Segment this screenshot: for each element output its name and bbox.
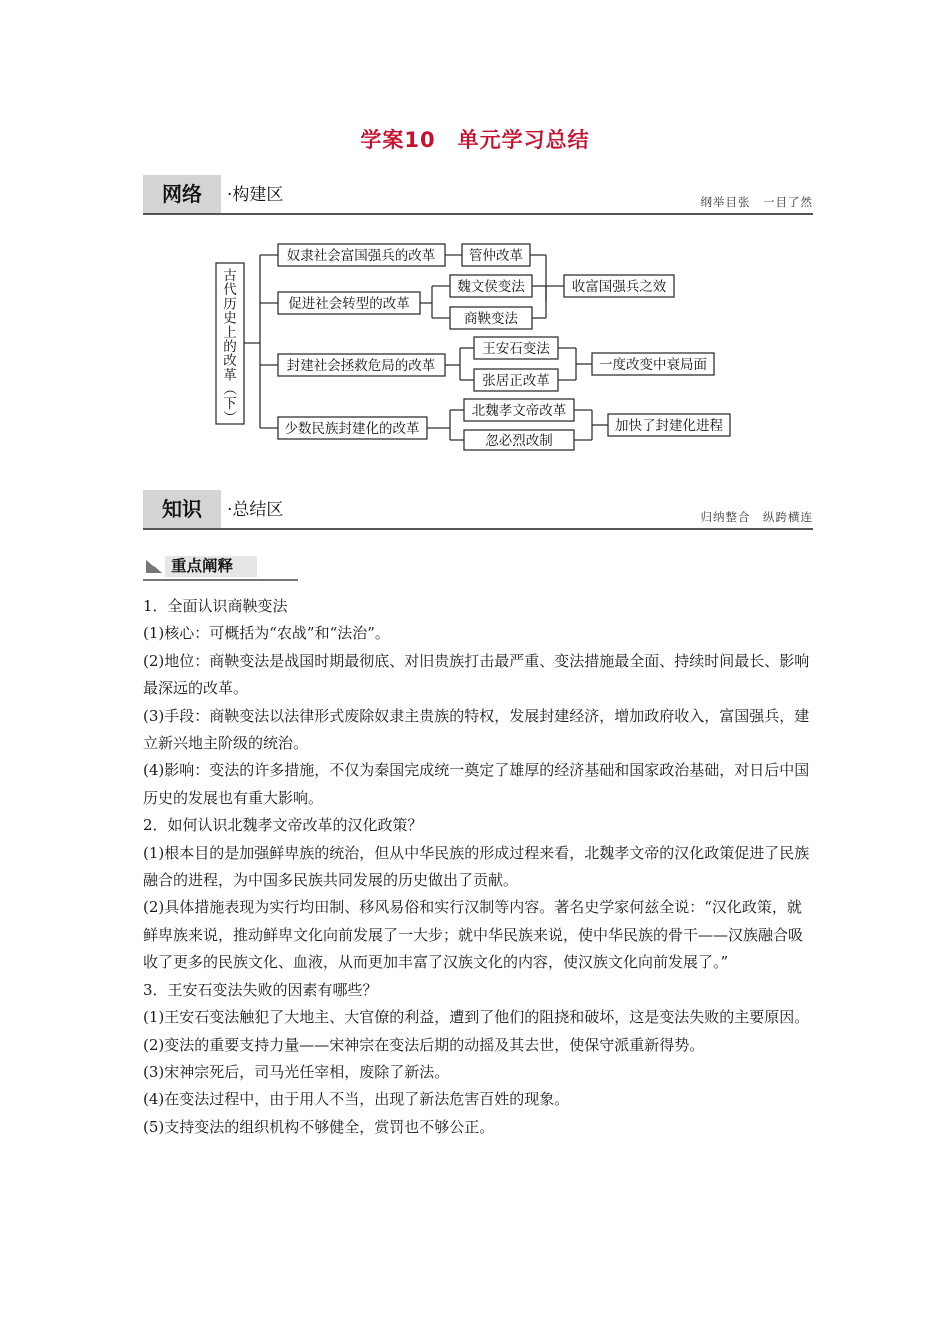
knowledge-tab: 知识 (143, 490, 221, 528)
network-subtitle: ·构建区 (227, 185, 284, 205)
knowledge-subtitle: ·总结区 (227, 500, 284, 520)
key-point-paragraph: (3)宋神宗死后，司马光任宰相，废除了新法。 (143, 1062, 450, 1081)
knowledge-section-header (143, 490, 813, 530)
item-label-shangyang: 商鞅变法 (464, 311, 518, 327)
root-label-char: 改 (223, 353, 237, 370)
network-section-header (143, 175, 813, 215)
root-label-char: 历 (223, 296, 237, 313)
corner-mark-icon (145, 558, 163, 574)
branch-label-2: 促进社会转型的改革 (288, 296, 410, 312)
key-point-paragraph: (3)手段：商鞅变法以法律形式废除奴隶主贵族的特权，发展封建经济，增加政府收入，富国强兵，建立新兴地主阶级的统治。 (143, 706, 810, 753)
page-title: 学案10 单元学习总结 (360, 128, 590, 152)
key-points-label: 重点阐释 (171, 557, 234, 575)
result-label-1: 收富国强兵之效 (571, 279, 667, 295)
key-points-body (143, 593, 815, 1141)
root-label-char: 革 (223, 367, 237, 384)
root-label-char: 下 (223, 395, 237, 412)
branch-label-1: 奴隶社会富国强兵的改革 (286, 248, 436, 264)
key-points-heading (143, 555, 298, 581)
item-label-hubilie: 忽必烈改制 (485, 433, 553, 449)
result-label-3: 加快了封建化进程 (615, 418, 723, 434)
item-label-wanganshi: 王安石变法 (482, 341, 550, 357)
key-point-paragraph: (2)变法的重要支持力量——宋神宗在变法后期的动摇及其去世，使保守派重新得势。 (143, 1035, 705, 1054)
item-label-zhangjuzheng: 张居正改革 (482, 373, 550, 389)
key-point-paragraph: (4)影响：变法的许多措施，不仅为秦国完成统一奠定了雄厚的经济基础和国家政治基础，对日后中国历史的发展也有重大影响。 (143, 761, 810, 807)
root-label-char: 代 (223, 282, 237, 299)
root-label-char: ） (221, 410, 237, 424)
root-label-char: 的 (223, 339, 237, 355)
reform-concept-map (210, 238, 740, 449)
key-point-paragraph: (2)地位：商鞅变法是战国时期最彻底、对旧贵族打击最严重、变法措施最全面、持续时间最长、影响最深远的改革。 (143, 651, 810, 698)
key-point-paragraph: 1．全面认识商鞅变法 (143, 597, 288, 615)
root-label-char: 上 (223, 324, 237, 341)
key-point-paragraph: (5)支持变法的组织机构不够健全，赏罚也不够公正。 (143, 1117, 495, 1136)
branch-label-4: 少数民族封建化的改革 (284, 421, 420, 437)
key-point-paragraph: (4)在变法过程中，由于用人不当，出现了新法危害百姓的现象。 (143, 1090, 570, 1109)
item-label-guanzhong: 管仲改革 (469, 248, 523, 264)
network-tab: 网络 (143, 175, 221, 213)
branch-label-3: 封建社会拯救危局的改革 (286, 358, 436, 374)
key-point-paragraph: 2．如何认识北魏孝文帝改革的汉化政策？ (143, 816, 423, 835)
item-label-weiwenhou: 魏文侯变法 (457, 279, 525, 295)
knowledge-motto: 归纳整合 纵跨横连 (700, 510, 813, 524)
network-motto: 纲举目张 一目了然 (700, 195, 813, 209)
key-point-paragraph: (1)核心：可概括为“农战”和“法治”。 (143, 624, 390, 643)
key-point-paragraph: (1)根本目的是加强鲜卑族的统治，但从中华民族的形成过程来看，北魏孝文帝的汉化政策促进了民族融合的进程，为中国多民族共同发展的历史做出了贡献。 (143, 843, 810, 890)
key-point-paragraph: (2)具体措施表现为实行均田制、移风易俗和实行汉制等内容。著名史学家何兹全说：“汉化政策，就鲜卑族来说，推动鲜卑文化向前发展了一大步；就中华民族来说，使中华民族的骨干——汉族融合吸收了更多的民族文化、血液，从而更加丰富了汉族文化的内容，使汉族文化向前发展了。” (143, 898, 804, 972)
root-label-char: 史 (223, 310, 237, 327)
diagram-root-label (221, 267, 237, 424)
item-label-beiwei: 北魏孝文帝改革 (471, 403, 567, 419)
key-point-paragraph: 3．王安石变法失败的因素有哪些？ (143, 980, 378, 999)
root-label-char: （ (221, 381, 237, 396)
result-label-2: 一度改变中衰局面 (599, 357, 707, 373)
key-point-paragraph: (1)王安石变法触犯了大地主、大官僚的利益，遭到了他们的阻挠和破坏，这是变法失败的主要原因。 (143, 1008, 810, 1027)
root-label-char: 古 (223, 268, 237, 284)
